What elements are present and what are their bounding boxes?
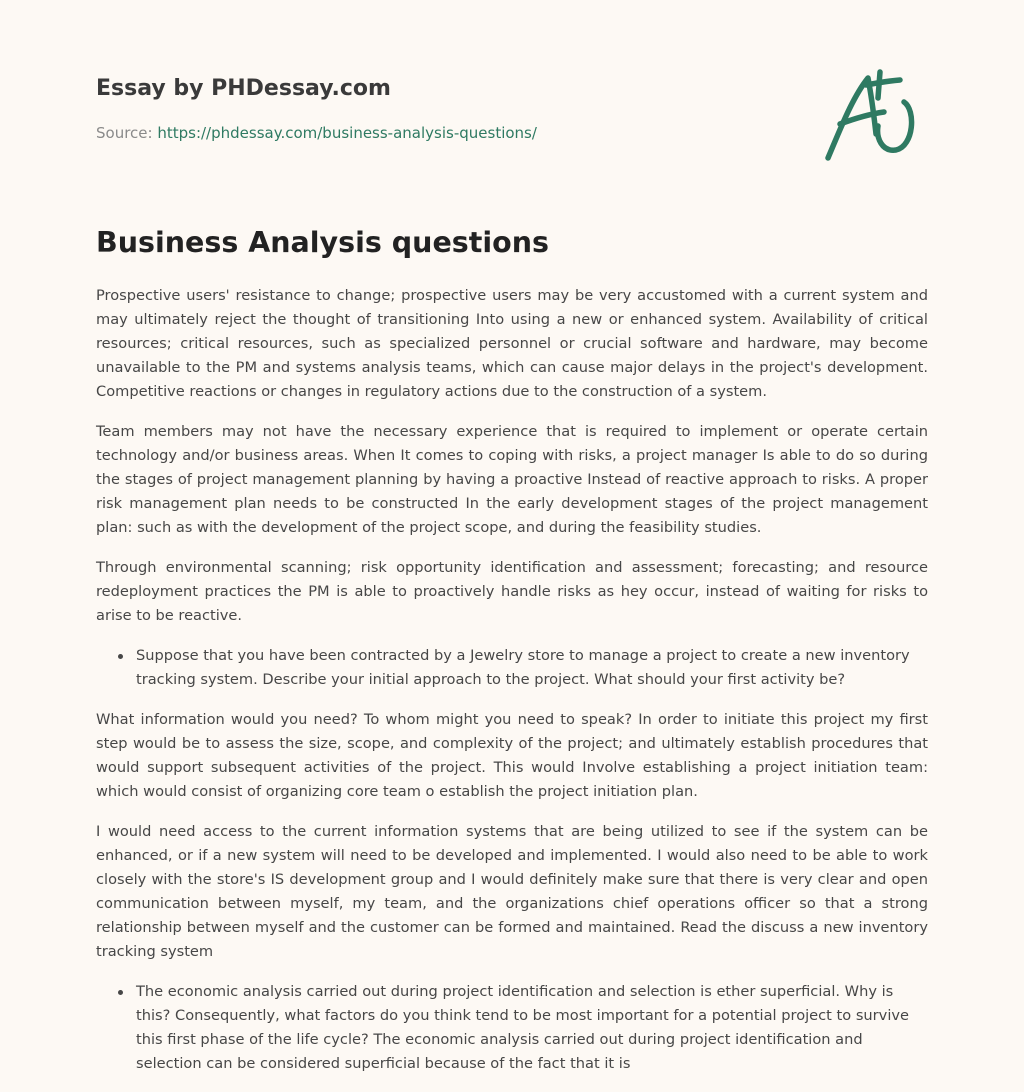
essay-title: Business Analysis questions <box>96 226 549 259</box>
bullet-icon <box>118 990 123 995</box>
list-item <box>136 980 928 1076</box>
source-label: Source: <box>96 124 158 142</box>
bullet-icon <box>118 654 123 659</box>
bullet-list <box>96 644 928 692</box>
list-item-text: Suppose that you have been contracted by a Jewelry store to manage a project to create a new inventory tracking system. Describe your initial approach to the project. What should your first activity be? <box>136 647 910 688</box>
source-line <box>96 124 537 142</box>
a-plus-grade-icon <box>822 68 928 166</box>
essay-body <box>96 284 928 1092</box>
bullet-list <box>96 980 928 1076</box>
paragraph: Team members may not have the necessary experience that is required to implement or operate certain technology and/or business areas. When It comes to coping with risks, a project manager Is able to do so during the stages of project management planning by having a proactive Instead of reactive approach to risks. A proper risk management plan needs to be constructed In the early development stages of the project management plan: such as with the development of the project scope, and during the feasibility studies. <box>96 423 928 536</box>
paragraph: I would need access to the current information systems that are being utilized to see if the system can be enhanced, or if a new system will need to be developed and implemented. I would also need to be able to work closely with the store's IS development group and I would definitely make sure that there is very clear and open communication between myself, my team, and the organizations chief operations officer so that a strong relationship between myself and the customer can be formed and maintained. Read the discuss a new inventory tracking system <box>96 823 928 960</box>
paragraph: Through environmental scanning; risk opportunity identification and assessment; forecasting; and resource redeployment practices the PM is able to proactively handle risks as hey occur, instead of waiting for risks to arise to be reactive. <box>96 559 928 624</box>
paragraph: Prospective users' resistance to change; prospective users may be very accustomed with a current system and may ultimately reject the thought of transitioning Into using a new or enhanced system. Availability of critical resources; critical resources, such as specialized personnel or crucial software and hardware, may become unavailable to the PM and systems analysis teams, which can cause major delays in the project's development. Competitive reactions or changes in regulatory actions due to the construction of a system. <box>96 287 928 400</box>
source-link[interactable]: https://phdessay.com/business-analysis-questions/ <box>157 124 537 142</box>
paragraph: What information would you need? To whom might you need to speak? In order to initiate this project my first step would be to assess the size, scope, and complexity of the project; and ultimately establish procedures that would support subsequent activities of the project. This would Involve establishing a project initiation team: which would consist of organizing core team o establish the project initiation plan. <box>96 711 928 800</box>
site-brand: Essay by PHDessay.com <box>96 76 391 101</box>
list-item-text: The economic analysis carried out during project identification and selection is ether superficial. Why is this? Consequently, what factors do you think tend to be most important for a potential project to survive this first phase of the life cycle? The economic analysis carried out during project identification and selection can be considered superficial because of the fact that it is <box>136 983 909 1072</box>
list-item <box>136 644 928 692</box>
